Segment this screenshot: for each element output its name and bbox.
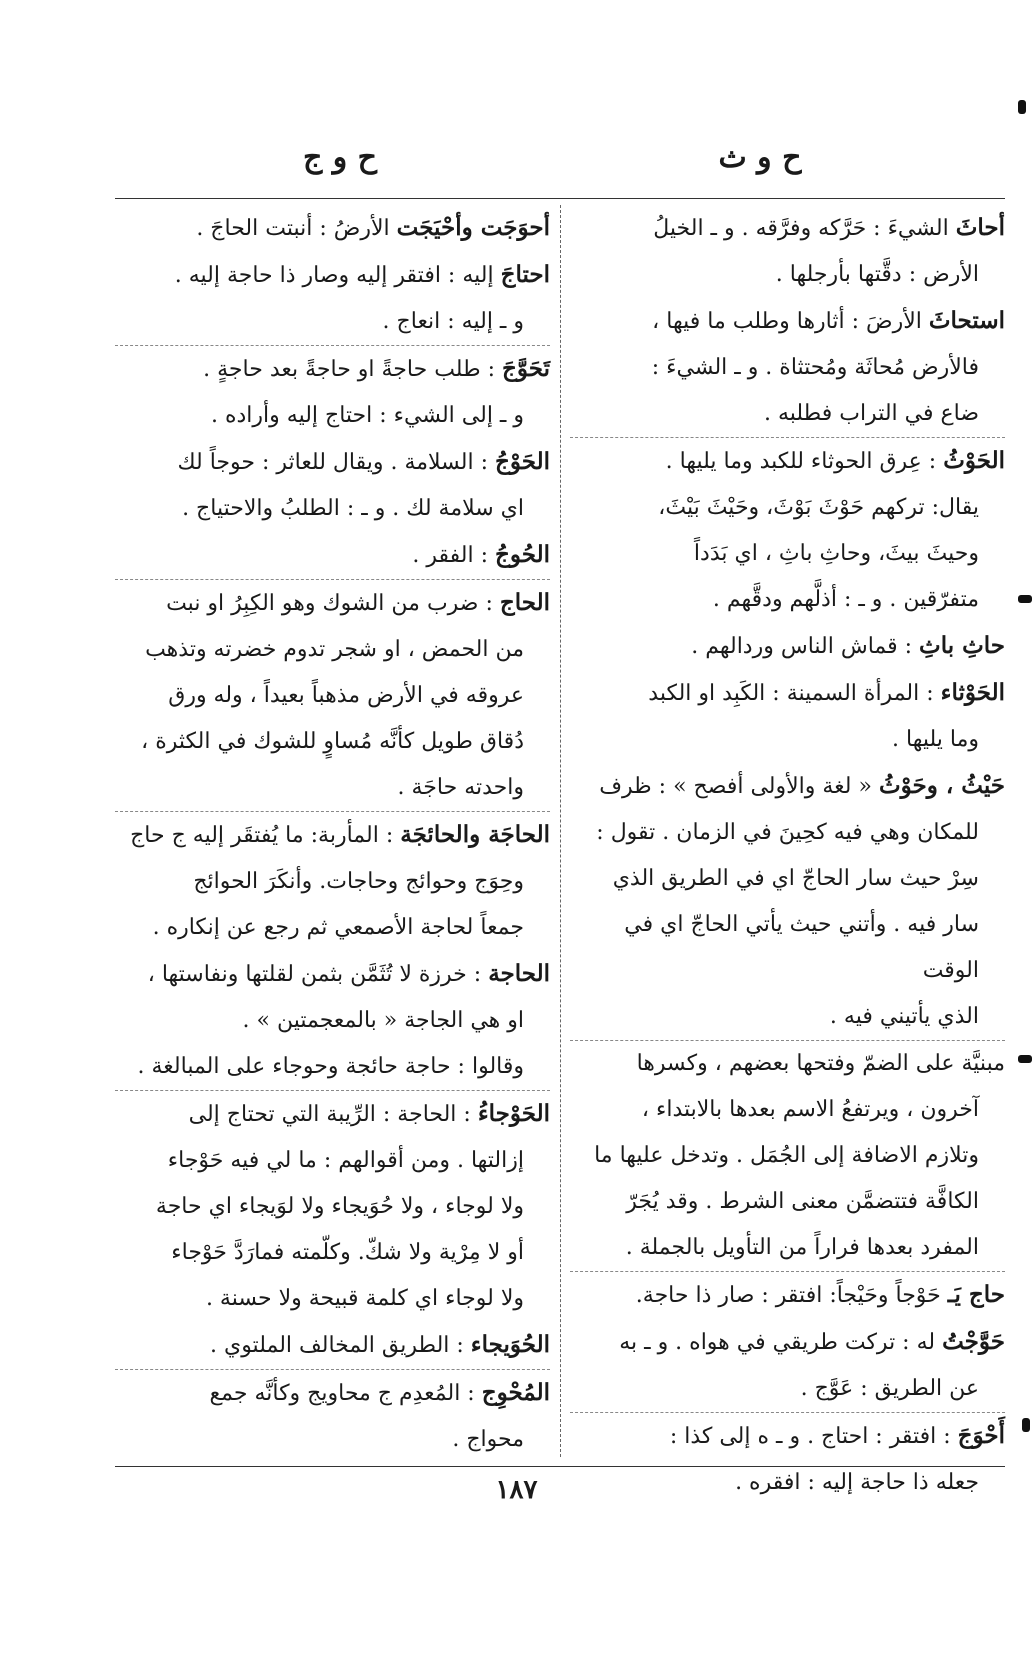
dictionary-entry <box>570 623 1005 670</box>
entry-text: و ـ إلى الشيء : احتاج إليه وأراده . <box>211 403 524 428</box>
entry-text: : المرأة السمينة : الكَبِد او الكبد <box>648 681 934 706</box>
dictionary-entry <box>115 439 550 532</box>
entry-text: الذي يأتيني فيه . <box>829 1004 979 1029</box>
entry-text: و ـ إليه : انعاج . <box>382 309 524 334</box>
dictionary-entry <box>115 1090 550 1322</box>
entry-text: « لغة والأولى أفصح » : ظرف <box>599 774 872 799</box>
entry-text: من الحمض ، او شجر تدوم خضرته وتذهب <box>145 637 524 662</box>
entry-text: اي سلامة لك . و ـ : الطلبُ والاحتياج . <box>182 496 524 521</box>
running-head-left: ح و ج <box>302 140 378 175</box>
bottom-rule <box>115 1466 1005 1467</box>
entry-text: حَوْجاً وحَيْجاً: افتقر : صار ذا حاجة. <box>635 1283 941 1308</box>
entry-text: وقالوا : حاجة حائجة وحوجاء على المبالغة . <box>137 1054 524 1079</box>
entry-text: ولا لوجاء ، ولا حُوَيجاء ولا لوَيجاء اي حاجة <box>155 1194 524 1219</box>
entry-text: وتلازم الاضافة إلى الجُمَل . وتدخل عليها ما <box>594 1143 979 1168</box>
entry-text: او هي الجاجة « بالمعجمتين » . <box>242 1008 524 1033</box>
entry-headword: الحَوْثُ <box>943 447 1005 474</box>
entry-text: : الطريق المخالف الملتوي . <box>209 1333 464 1358</box>
dictionary-entry <box>570 1271 1005 1319</box>
entry-headword: حَيْثُ ، وحَوْثُ <box>878 772 1005 799</box>
dictionary-entry <box>570 205 1005 298</box>
dictionary-entry <box>570 1040 1005 1271</box>
margin-mark <box>1018 1055 1032 1063</box>
dictionary-entry <box>115 205 550 252</box>
entry-headword: أحوَجَت وأحْيَجَت <box>396 214 550 241</box>
entry-text: عن الطريق : عَوَّج . <box>800 1376 979 1401</box>
entry-text: إليه : افتقر إليه وصار ذا حاجة إليه . <box>174 263 494 288</box>
entry-text: سار فيه . وأتني حيث يأتي الحاجّ اي في الوقت <box>624 912 979 983</box>
page-number: ١٨٧ <box>495 1475 538 1505</box>
entry-text: جعله ذا حاجة إليه : افقره . <box>735 1470 979 1495</box>
dictionary-entry <box>570 763 1005 1040</box>
entry-text: : الحاجة : الرِّيبة التي تحتاج إلى <box>188 1102 471 1127</box>
entry-text: واحدته حاجَة . <box>397 775 524 800</box>
entry-text: جمعاً لحاجة الأصمعي ثم رجع عن إنكاره . <box>152 915 524 940</box>
entry-headword: الحاج <box>499 589 550 616</box>
entry-headword: احتاجَ <box>500 261 550 288</box>
entry-text: : ضرب من الشوك وهو الكِبِرُ او نبت <box>166 591 493 616</box>
entry-text: له : تركت طريقي في هواه . و ـ به <box>619 1330 936 1355</box>
entry-text: : طلب حاجةً او حاجةً بعد حاجةٍ . <box>203 357 496 382</box>
entry-text: : قماش الناس وردالهم . <box>691 634 913 659</box>
entry-text: وحيثَ بيثَ، وحاثِ باثِ ، اي بَدَداً <box>693 541 979 566</box>
right-column <box>570 205 1005 1495</box>
entry-text: إزالتها . ومن أقوالهم : ما لي فيه حَوْجاء <box>167 1148 524 1173</box>
dictionary-entry <box>115 1369 550 1463</box>
entry-headword: استحاثَ <box>928 307 1005 334</box>
entry-text: : عِرق الحوثاء للكبد وما يليها . <box>665 449 937 474</box>
dictionary-entry <box>115 1322 550 1369</box>
entry-text: الأرض : دقَّتها بأرجلها . <box>775 262 979 287</box>
entry-text: : الفقر . <box>412 543 489 568</box>
entry-headword: المُحْوِج <box>481 1379 550 1406</box>
entry-headword: الحُوَيجاء <box>470 1331 550 1358</box>
margin-mark <box>1018 100 1026 114</box>
entry-text: : المأربة: ما يُفتقَر إليه ج حاج <box>130 823 394 848</box>
entry-text: : خرزة لا تُثَمَّن بثمن لقلتها ونفاستها ، <box>147 962 482 987</box>
dictionary-entry <box>570 1319 1005 1412</box>
dictionary-entry <box>115 951 550 1090</box>
entry-text: المفرد بعدها فراراً من التأويل بالجملة . <box>625 1235 979 1260</box>
entry-text: سِرْ حيث سار الحاجّ اي في الطريق الذي <box>612 866 979 891</box>
dictionary-entry <box>115 252 550 345</box>
top-rule <box>115 198 1005 199</box>
entry-text: الأرضُ : أنبتت الحاجَ . <box>196 216 390 241</box>
dictionary-entry <box>115 579 550 811</box>
entry-headword: الحاجَة والحائجَة <box>400 821 550 848</box>
entry-headword: أحاثَ <box>955 214 1005 241</box>
entry-headword: حاج يَـ <box>947 1281 1005 1308</box>
entry-headword: أَحْوَجَ <box>957 1422 1005 1449</box>
left-column <box>115 205 550 1455</box>
margin-mark <box>1018 595 1032 603</box>
entry-headword: حَوَّجْتُ <box>942 1328 1005 1355</box>
entry-headword: الحَوْجاءُ <box>477 1100 550 1127</box>
entry-text: أو لا مِرْية ولا شكّ. وكلّمته فمارَدَّ حَوْجاء <box>171 1240 524 1265</box>
entry-headword: الحاجة <box>488 960 550 987</box>
entry-text: دُقاق طويل كأنَّه مُساوٍ للشوك في الكثرة ، <box>141 729 524 754</box>
entry-text: : السلامة . ويقال للعاثر : حوجاً لك <box>177 450 489 475</box>
margin-mark <box>1022 1418 1030 1432</box>
entry-headword: الحَوْجُ <box>495 448 550 475</box>
entry-text: : افتقر : احتاج . و ـ ه إلى كذا : <box>669 1424 951 1449</box>
dictionary-entry <box>115 532 550 579</box>
entry-text: ضاع في التراب فطلبه . <box>763 401 979 426</box>
entry-headword: الحُوجُ <box>495 541 550 568</box>
entry-text: عروقه في الأرض مذهباً بعيداً ، وله ورق <box>168 683 524 708</box>
entry-text: ولا لوجاء اي كلمة قبيحة ولا حسنة . <box>205 1286 524 1311</box>
column-divider <box>560 205 561 1457</box>
entry-text: محواج . <box>452 1427 524 1452</box>
entry-text: الشيءَ : حَرَّكه وفرَّقه . و ـ الخيلُ <box>653 216 949 241</box>
entry-text: آخرون ، ويرتفعُ الاسم بعدها بالابتداء ، <box>641 1097 979 1122</box>
entry-text: : المُعدِم ج محاويج وكأنَّه جمع <box>209 1381 475 1406</box>
dictionary-entry <box>570 670 1005 763</box>
dictionary-entry <box>115 811 550 951</box>
entry-text: فالأرض مُحاثَة ومُحتثاة . و ـ الشيءَ : <box>651 355 979 380</box>
entry-headword: حاثِ باثِ <box>919 632 1005 659</box>
entry-headword: تَحَوَّجَ <box>502 355 550 382</box>
entry-text: الكافَّة فتتضمَّن معنى الشرط . وقد يُجَرّ <box>626 1189 979 1214</box>
dictionary-entry <box>570 437 1005 623</box>
entry-headword: الحَوْثاء <box>940 679 1005 706</box>
entry-text: للمكان وهي فيه كحِينَ في الزمان . تقول : <box>596 820 979 845</box>
dictionary-entry <box>570 298 1005 437</box>
entry-text: الأرضَ : أثارها وطلب ما فيها ، <box>652 309 922 334</box>
entry-text: وما يليها . <box>892 727 979 752</box>
entry-text: مبنيَّة على الضمّ وفتحها بعضهم ، وكسرها <box>636 1051 1005 1076</box>
entry-text: وحِوَج وحوائج وحاجات. وأنكَرَ الحوائج <box>193 869 524 894</box>
running-head-right: ح و ث <box>718 140 802 175</box>
dictionary-entry <box>115 345 550 439</box>
entry-text: متفرّقين . و ـ : أذلَّهم ودقَّهم . <box>712 587 979 612</box>
entry-text: يقال: تركهم حَوْثَ بَوْثَ، وحَيْثَ بَيْثَ، <box>658 495 979 520</box>
